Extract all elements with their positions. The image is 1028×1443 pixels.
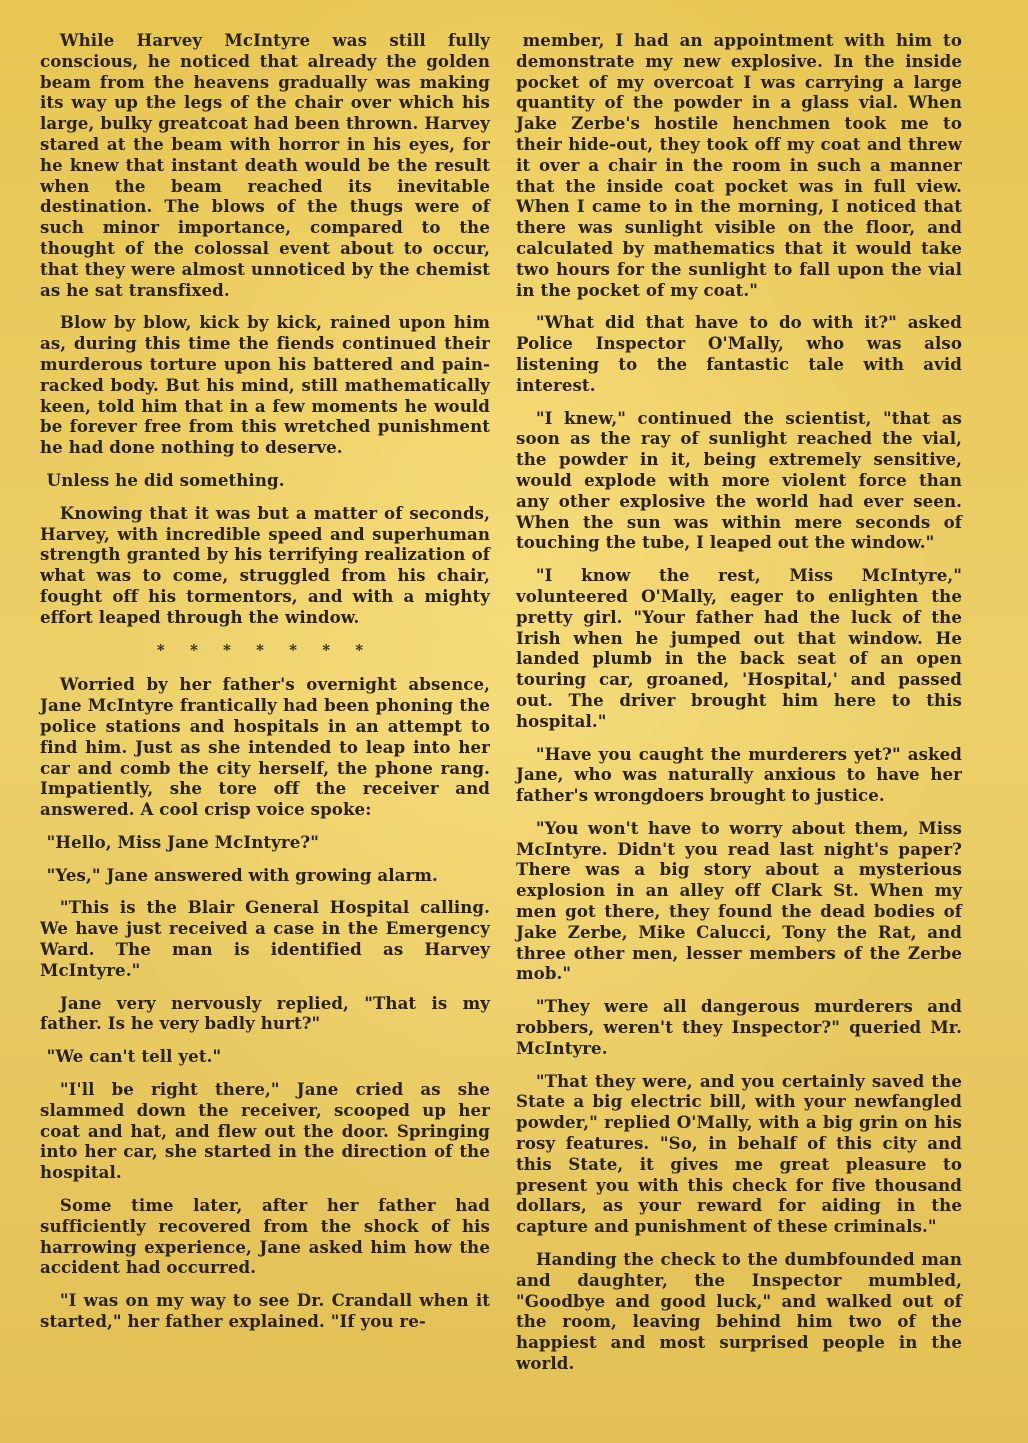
paragraph: Worried by her father's overnight absence, Jane McIntyre frantically had been phoning the police stations and hospitals in an attempt to find him. Just as she intended to leap into her car and comb the city herself, the phone rang. Impatiently, she tore off the receiver and answered. A cool crisp voice spoke: (40, 674, 490, 820)
paragraph: "Yes," Jane answered with growing alarm. (46, 864, 438, 885)
paragraph: "They were all dangerous murderers and robbers, weren't they Inspector?" queried Mr. McIntyre. (516, 996, 962, 1058)
paragraph: "I'll be right there," Jane cried as she slammed down the receiver, scooped up her coat and hat, and flew out the door. Springing into her car, she started in the direction of the hospital. (40, 1079, 490, 1183)
paragraph: "Hello, Miss Jane McIntyre?" (46, 831, 319, 852)
paragraph: "I knew," continued the scientist, "that as soon as the ray of sunlight reached the vial, the powder in it, being extremely sensitive, would explode with more violent force than any other explosive the world had ever seen. When the sun was within mere seconds of touching the tube, I leaped out the window." (516, 407, 962, 553)
paragraph: member, I had an appointment with him to demonstrate my new explosive. In the inside pocket of my overcoat I was carrying a large quantity of the powder in a glass vial. When Jake Zerbe's hostile henchmen took me to their hide-out, they took off my coat and threw it over a chair in the room in such a manner that the inside coat pocket was in full view. When I came to in the morning, I noticed that there was sunlight visible on the floor, and calculated by mathematics that it would take two hours for the sunlight to fall upon the vial in the pocket of my coat." (516, 30, 962, 300)
paragraph: "That they were, and you certainly saved the State a big electric bill, with your newfangled powder," replied O'Mally, with a big grin on his rosy features. "So, in behalf of this city and this State, it gives me great pleasure to present you with this check for five thousand dollars, as your reward for aiding in the capture and punishment of these criminals." (516, 1070, 962, 1237)
paragraph: "You won't have to worry about them, Miss McIntyre. Didn't you read last night's paper? There was a big story about a mysterious explosion in an alley off Clark St. When my men got there, they found the dead bodies of Jake Zerbe, Mike Calucci, Tony the Rat, and three other men, lesser members of the Zerbe mob." (516, 817, 962, 984)
paragraph: "I know the rest, Miss McIntyre," volunteered O'Mally, eager to enlighten the pretty girl. "Your father had the luck of the Irish when he jumped out that window. He landed plumb in the back seat of an open touring car, groaned, 'Hospital,' and passed out. The driver brought him here to this hospital." (516, 565, 962, 731)
right-column (516, 30, 962, 1386)
paragraph: Some time later, after her father had sufficiently recovered from the shock of his harrowing experience, Jane asked him how the accident had occurred. (40, 1195, 490, 1278)
paragraph: Unless he did something. (46, 469, 285, 490)
paragraph: Jane very nervously replied, "That is my father. Is he very badly hurt?" (40, 992, 490, 1034)
paragraph: "Have you caught the murderers yet?" asked Jane, who was naturally anxious to have her father's wrongdoers brought to justice. (516, 743, 962, 806)
paragraph: Blow by blow, kick by kick, rained upon him as, during this time the fiends continued their murderous torture upon his battered and pain-racked body. But his mind, still mathematically keen, told him that in a few moments he would be forever free from this wretched punishment he had done nothing to deserve. (40, 312, 490, 458)
paragraph: While Harvey McIntyre was still fully conscious, he noticed that already the golden beam from the heavens gradually was making its way up the legs of the chair over which his large, bulky greatcoat had been thrown. Harvey stared at the beam with horror in his eyes, for he knew that instant death would be the result when the beam reached its inevitable destination. The blows of the thugs were of such minor importance, compared to the thought of the colossal event about to occur, that they were almost unnoticed by the chemist as he sat transfixed. (40, 30, 490, 300)
paragraph: "What did that have to do with it?" asked Police Inspector O'Mally, who was also listening to the fantastic tale with avid interest. (516, 312, 962, 395)
paragraph: "I was on my way to see Dr. Crandall when it started," her father explained. "If you re- (40, 1290, 490, 1332)
paragraph: "We can't tell yet." (46, 1046, 222, 1067)
paragraph: "This is the Blair General Hospital calling. We have just received a case in the Emergency Ward. The man is identified as Harvey McIntyre." (40, 897, 490, 980)
paragraph: Handing the check to the dumbfounded man and daughter, the Inspector mumbled, "Goodbye and good luck," and walked out of the room, leaving behind him two of the happiest and most surprised people in the world. (516, 1249, 962, 1374)
left-column (40, 30, 490, 1344)
section-divider: * * * * * * * (156, 640, 374, 659)
paragraph: Knowing that it was but a matter of seconds, Harvey, with incredible speed and superhuman strength granted by his terrifying realization of what was to come, struggled from his chair, fought off his tormentors, and with a mighty effort leaped through the window. (40, 502, 490, 627)
